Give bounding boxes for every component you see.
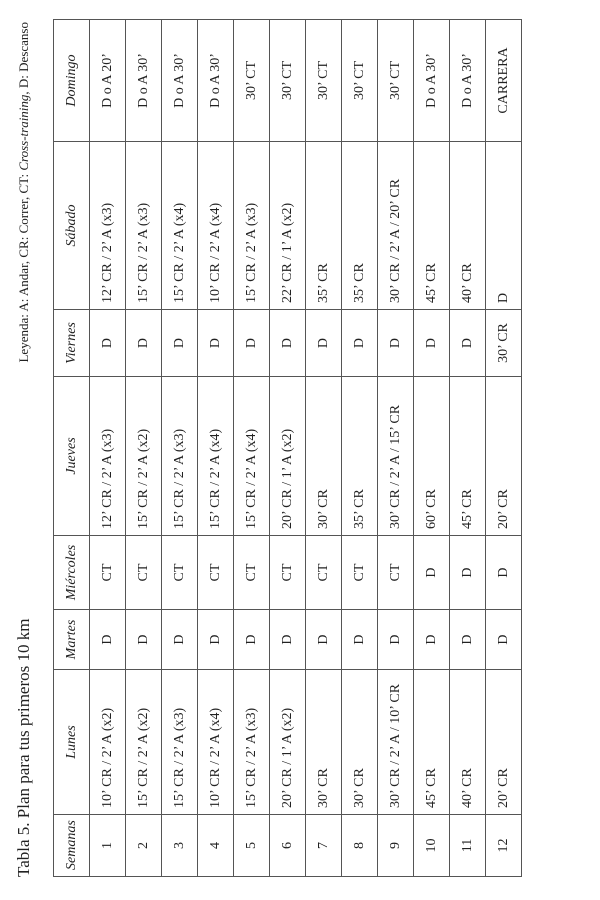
cell-friday: D [342, 310, 378, 377]
cell-week: 8 [342, 815, 378, 877]
cell-thursday: 12’ CR / 2’ A (x3) [90, 377, 126, 536]
cell-wednesday: CT [162, 536, 198, 610]
cell-thursday: 20’ CR [486, 377, 522, 536]
column-header-wednesday: Miércoles [54, 536, 90, 610]
cell-wednesday: D [450, 536, 486, 610]
cell-tuesday: D [306, 610, 342, 670]
cell-thursday: 45’ CR [450, 377, 486, 536]
cell-saturday: D [486, 142, 522, 310]
cell-friday: D [90, 310, 126, 377]
cell-thursday: 35’ CR [342, 377, 378, 536]
cell-wednesday: CT [342, 536, 378, 610]
cell-sunday: D o A 30’ [450, 20, 486, 142]
cell-tuesday: D [270, 610, 306, 670]
cell-friday: D [126, 310, 162, 377]
table-row [234, 20, 270, 877]
cell-friday: D [198, 310, 234, 377]
cell-saturday: 15’ CR / 2’ A (x3) [126, 142, 162, 310]
cell-tuesday: D [90, 610, 126, 670]
column-header-tuesday: Martes [54, 610, 90, 670]
cell-saturday: 12’ CR / 2’ A (x3) [90, 142, 126, 310]
cell-tuesday: D [162, 610, 198, 670]
column-header-thursday: Jueves [54, 377, 90, 536]
cell-sunday: 30’ CT [270, 20, 306, 142]
table-row [450, 20, 486, 877]
cell-week: 4 [198, 815, 234, 877]
cell-thursday: 30’ CR / 2’ A / 15’ CR [378, 377, 414, 536]
cell-thursday: 60’ CR [414, 377, 450, 536]
cell-wednesday: CT [306, 536, 342, 610]
cell-week: 7 [306, 815, 342, 877]
table-caption: Tabla 5. Plan para tus primeros 10 km [14, 618, 33, 877]
cell-wednesday: CT [126, 536, 162, 610]
cell-sunday: D o A 30’ [198, 20, 234, 142]
cell-wednesday: D [414, 536, 450, 610]
cell-saturday: 40’ CR [450, 142, 486, 310]
cell-wednesday: CT [378, 536, 414, 610]
cell-monday: 45’ CR [414, 670, 450, 815]
cell-tuesday: D [414, 610, 450, 670]
cell-friday: D [414, 310, 450, 377]
legend-suffix: , D: Descanso [16, 22, 31, 95]
legend-italic: Cross-training [16, 94, 31, 171]
cell-week: 9 [378, 815, 414, 877]
column-header-friday: Viernes [54, 310, 90, 377]
column-header-saturday: Sábado [54, 142, 90, 310]
cell-week: 5 [234, 815, 270, 877]
cell-week: 6 [270, 815, 306, 877]
cell-monday: 40’ CR [450, 670, 486, 815]
cell-sunday: 30’ CT [378, 20, 414, 142]
cell-friday: D [378, 310, 414, 377]
column-header-sunday: Domingo [54, 20, 90, 142]
table-row [126, 20, 162, 877]
table-row [414, 20, 450, 877]
cell-thursday: 15’ CR / 2’ A (x3) [162, 377, 198, 536]
cell-saturday: 22’ CR / 1’ A (x2) [270, 142, 306, 310]
cell-sunday: D o A 20’ [90, 20, 126, 142]
cell-week: 2 [126, 815, 162, 877]
training-plan-table [53, 19, 522, 877]
table-row [306, 20, 342, 877]
cell-saturday: 15’ CR / 2’ A (x3) [234, 142, 270, 310]
cell-sunday: D o A 30’ [162, 20, 198, 142]
cell-friday: D [270, 310, 306, 377]
cell-tuesday: D [234, 610, 270, 670]
cell-monday: 30’ CR / 2’ A / 10’ CR [378, 670, 414, 815]
cell-friday: D [234, 310, 270, 377]
cell-tuesday: D [342, 610, 378, 670]
column-header-week: Semanas [54, 815, 90, 877]
cell-thursday: 15’ CR / 2’ A (x4) [198, 377, 234, 536]
cell-tuesday: D [450, 610, 486, 670]
cell-tuesday: D [126, 610, 162, 670]
cell-monday: 20’ CR / 1’ A (x2) [270, 670, 306, 815]
cell-week: 3 [162, 815, 198, 877]
cell-saturday: 15’ CR / 2’ A (x4) [162, 142, 198, 310]
cell-monday: 10’ CR / 2’ A (x2) [90, 670, 126, 815]
cell-thursday: 20’ CR / 1’ A (x2) [270, 377, 306, 536]
cell-saturday: 35’ CR [342, 142, 378, 310]
cell-sunday: D o A 30’ [414, 20, 450, 142]
cell-sunday: 30’ CT [234, 20, 270, 142]
cell-monday: 30’ CR [342, 670, 378, 815]
cell-friday: 30’ CR [486, 310, 522, 377]
cell-tuesday: D [378, 610, 414, 670]
cell-wednesday: CT [270, 536, 306, 610]
cell-saturday: 35’ CR [306, 142, 342, 310]
cell-wednesday: D [486, 536, 522, 610]
cell-wednesday: CT [234, 536, 270, 610]
cell-thursday: 15’ CR / 2’ A (x4) [234, 377, 270, 536]
cell-wednesday: CT [198, 536, 234, 610]
cell-week: 1 [90, 815, 126, 877]
cell-week: 10 [414, 815, 450, 877]
cell-wednesday: CT [90, 536, 126, 610]
legend-prefix: Leyenda: A: Andar, CR: Correr, CT: [16, 170, 31, 363]
table-row [486, 20, 522, 877]
table-row [342, 20, 378, 877]
column-header-monday: Lunes [54, 670, 90, 815]
cell-tuesday: D [198, 610, 234, 670]
cell-monday: 15’ CR / 2’ A (x2) [126, 670, 162, 815]
table-body [90, 20, 522, 877]
cell-friday: D [306, 310, 342, 377]
header-row [54, 20, 90, 877]
cell-monday: 10’ CR / 2’ A (x4) [198, 670, 234, 815]
cell-sunday: 30’ CT [306, 20, 342, 142]
cell-sunday: 30’ CT [342, 20, 378, 142]
cell-tuesday: D [486, 610, 522, 670]
cell-monday: 20’ CR [486, 670, 522, 815]
cell-monday: 30’ CR [306, 670, 342, 815]
cell-monday: 15’ CR / 2’ A (x3) [234, 670, 270, 815]
cell-friday: D [450, 310, 486, 377]
cell-saturday: 45’ CR [414, 142, 450, 310]
cell-thursday: 15’ CR / 2’ A (x2) [126, 377, 162, 536]
cell-monday: 15’ CR / 2’ A (x3) [162, 670, 198, 815]
cell-friday: D [162, 310, 198, 377]
table-row [198, 20, 234, 877]
cell-week: 11 [450, 815, 486, 877]
table-legend [16, 22, 32, 363]
cell-saturday: 10’ CR / 2’ A (x4) [198, 142, 234, 310]
cell-week: 12 [486, 815, 522, 877]
table-row [270, 20, 306, 877]
cell-saturday: 30’ CR / 2’ A / 20’ CR [378, 142, 414, 310]
cell-sunday: CARRERA [486, 20, 522, 142]
table-row [378, 20, 414, 877]
table-row [162, 20, 198, 877]
cell-sunday: D o A 30’ [126, 20, 162, 142]
table-row [90, 20, 126, 877]
cell-thursday: 30’ CR [306, 377, 342, 536]
